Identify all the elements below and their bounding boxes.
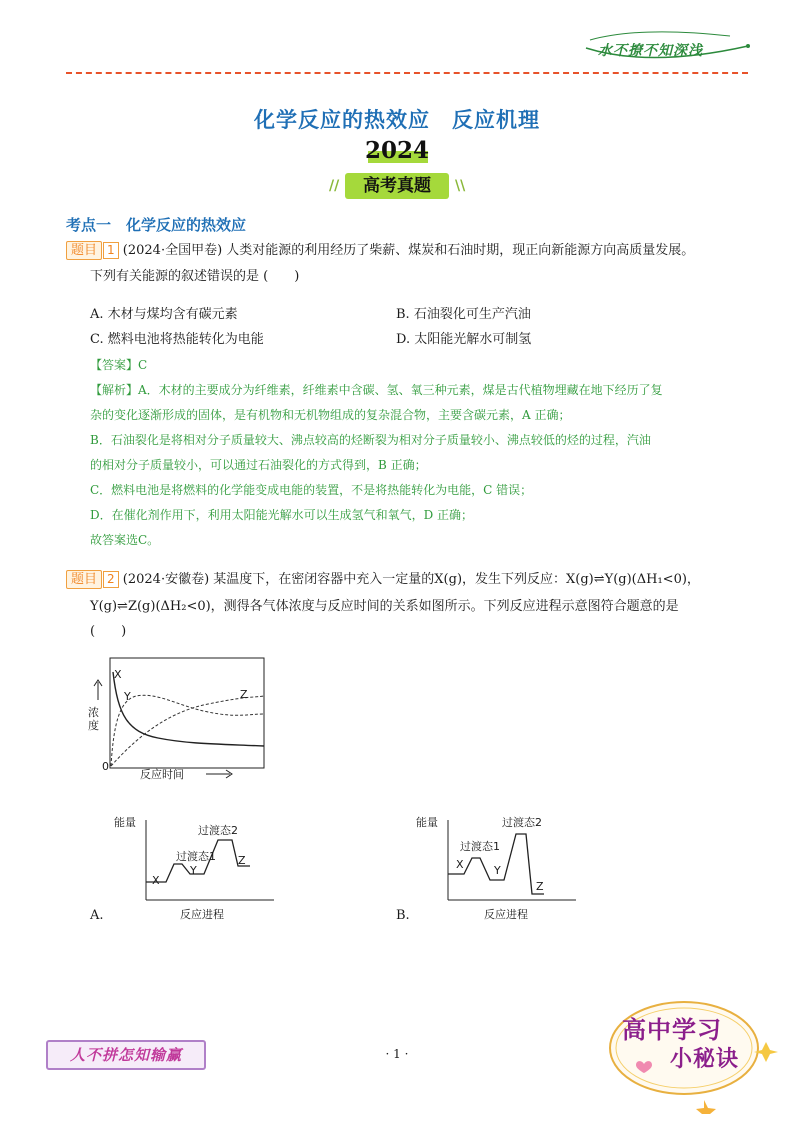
conc-xlabel: 反应时间 — [140, 768, 184, 781]
q2-line1 — [66, 567, 700, 593]
diagram-a-ylabel: 能量 — [114, 816, 136, 829]
q1-text-2: 下列有关能源的叙述错误的是 ( ) — [90, 269, 300, 284]
q1-option-a[interactable]: A. 木材与煤均含有碳元素 — [90, 307, 238, 322]
diagram-b-z: Z — [536, 880, 544, 893]
q1-analysis-2: 杂的变化逐渐形成的固体，是有机物和无机物组成的复杂混合物，主要含碳元素，A 正确； — [90, 408, 571, 422]
diagram-a-ts1: 过渡态1 — [176, 850, 216, 863]
q1-analysis-1: 【解析】A．木材的主要成分为纤维素，纤维素中含碳、氢、氧三种元素，煤是古代植物埋藏在地下经历了复 — [90, 383, 663, 397]
diagram-b-xlabel: 反应进程 — [484, 908, 528, 921]
q1-text-1: (2024·全国甲卷) 人类对能源的利用经历了柴薪、煤炭和石油时期，现正向新能源方向高质量发展。 — [122, 243, 695, 258]
header-motto: 水不撩不知深浅 — [598, 43, 703, 59]
q2-text-3: ( ) — [90, 624, 127, 639]
diagram-b-x: X — [456, 858, 464, 871]
diagram-a-xlabel: 反应进程 — [180, 908, 224, 921]
q2-option-b[interactable]: B. — [396, 908, 410, 923]
page-title: 化学反应的热效应 反应机理 — [254, 108, 540, 132]
diagram-b-ylabel: 能量 — [416, 816, 438, 829]
diagram-a-ts2: 过渡态2 — [198, 824, 238, 837]
q1-line1 — [66, 238, 694, 264]
diagram-a-y: Y — [190, 864, 197, 877]
q1-analysis-4: 的相对分子质量较小，可以通过石油裂化的方式得到，B 正确； — [90, 458, 427, 472]
q1-number: 1 — [103, 242, 119, 259]
q2-number: 2 — [103, 571, 119, 588]
q2-option-a[interactable]: A. — [90, 908, 104, 923]
footer-motto: 人不拼怎知输赢 — [69, 1046, 182, 1064]
diagram-b-y: Y — [494, 864, 501, 877]
conc-label-x: X — [114, 668, 122, 681]
q1-answer: 【答案】C — [90, 358, 148, 372]
q1-option-c[interactable]: C. 燃料电池将热能转化为电能 — [90, 332, 264, 347]
conc-chart-frame — [110, 658, 264, 768]
header-divider — [66, 72, 748, 74]
conc-label-y: Y — [124, 690, 131, 703]
page-number: · 1 · — [385, 1047, 409, 1061]
q1-analysis-5: C．燃料电池是将燃料的化学能变成电能的装置，不是将热能转化为电能，C 错误； — [90, 483, 533, 497]
diagram-b-ts1: 过渡态1 — [460, 840, 500, 853]
q1-option-d[interactable]: D. 太阳能光解水可制氢 — [396, 332, 532, 347]
diagram-b-ts2: 过渡态2 — [502, 816, 542, 829]
conc-origin: 0 — [102, 760, 109, 773]
badge-line-1: 高中学习 — [622, 1016, 722, 1044]
q1-analysis-3: B．石油裂化是将相对分子质量较大、沸点较高的烃断裂为相对分子质量较小、沸点较低的烃的过程，汽油 — [90, 433, 651, 447]
q1-option-b[interactable]: B. 石油裂化可生产汽油 — [396, 307, 531, 322]
q1-analysis-6: D．在催化剂作用下，利用太阳能光解水可以生成氢气和氧气，D 正确； — [90, 508, 474, 522]
diagram-a-z: Z — [238, 854, 246, 867]
conc-label-z: Z — [240, 688, 248, 701]
banner-slash-right: \\ — [455, 178, 466, 194]
banner-slash-left: // — [329, 178, 340, 194]
diagram-a-x: X — [152, 874, 160, 887]
year-heading: 2024 — [364, 137, 429, 164]
badge-line-2: 小秘诀 — [670, 1047, 740, 1072]
conc-ylabel: 浓度 — [88, 706, 99, 732]
q2-text-1: (2024·安徽卷) 某温度下，在密闭容器中充入一定量的X(g)，发生下列反应：X(g)⇌Y(g)(ΔH₁<0)， — [122, 572, 700, 587]
section-heading: 考点一 化学反应的热效应 — [66, 216, 247, 234]
q1-tag: 题目 — [66, 241, 102, 260]
curve-y — [111, 695, 264, 766]
q2-text-2: Y(g)⇌Z(g)(ΔH₂<0)，测得各气体浓度与反应时间的关系如图所示。下列反应进程示意图符合题意的是 — [90, 599, 679, 614]
banner-label: 高考真题 — [363, 176, 431, 196]
q2-tag: 题目 — [66, 570, 102, 589]
star-icon — [696, 1100, 716, 1114]
q1-analysis-7: 故答案选C。 — [90, 533, 160, 547]
